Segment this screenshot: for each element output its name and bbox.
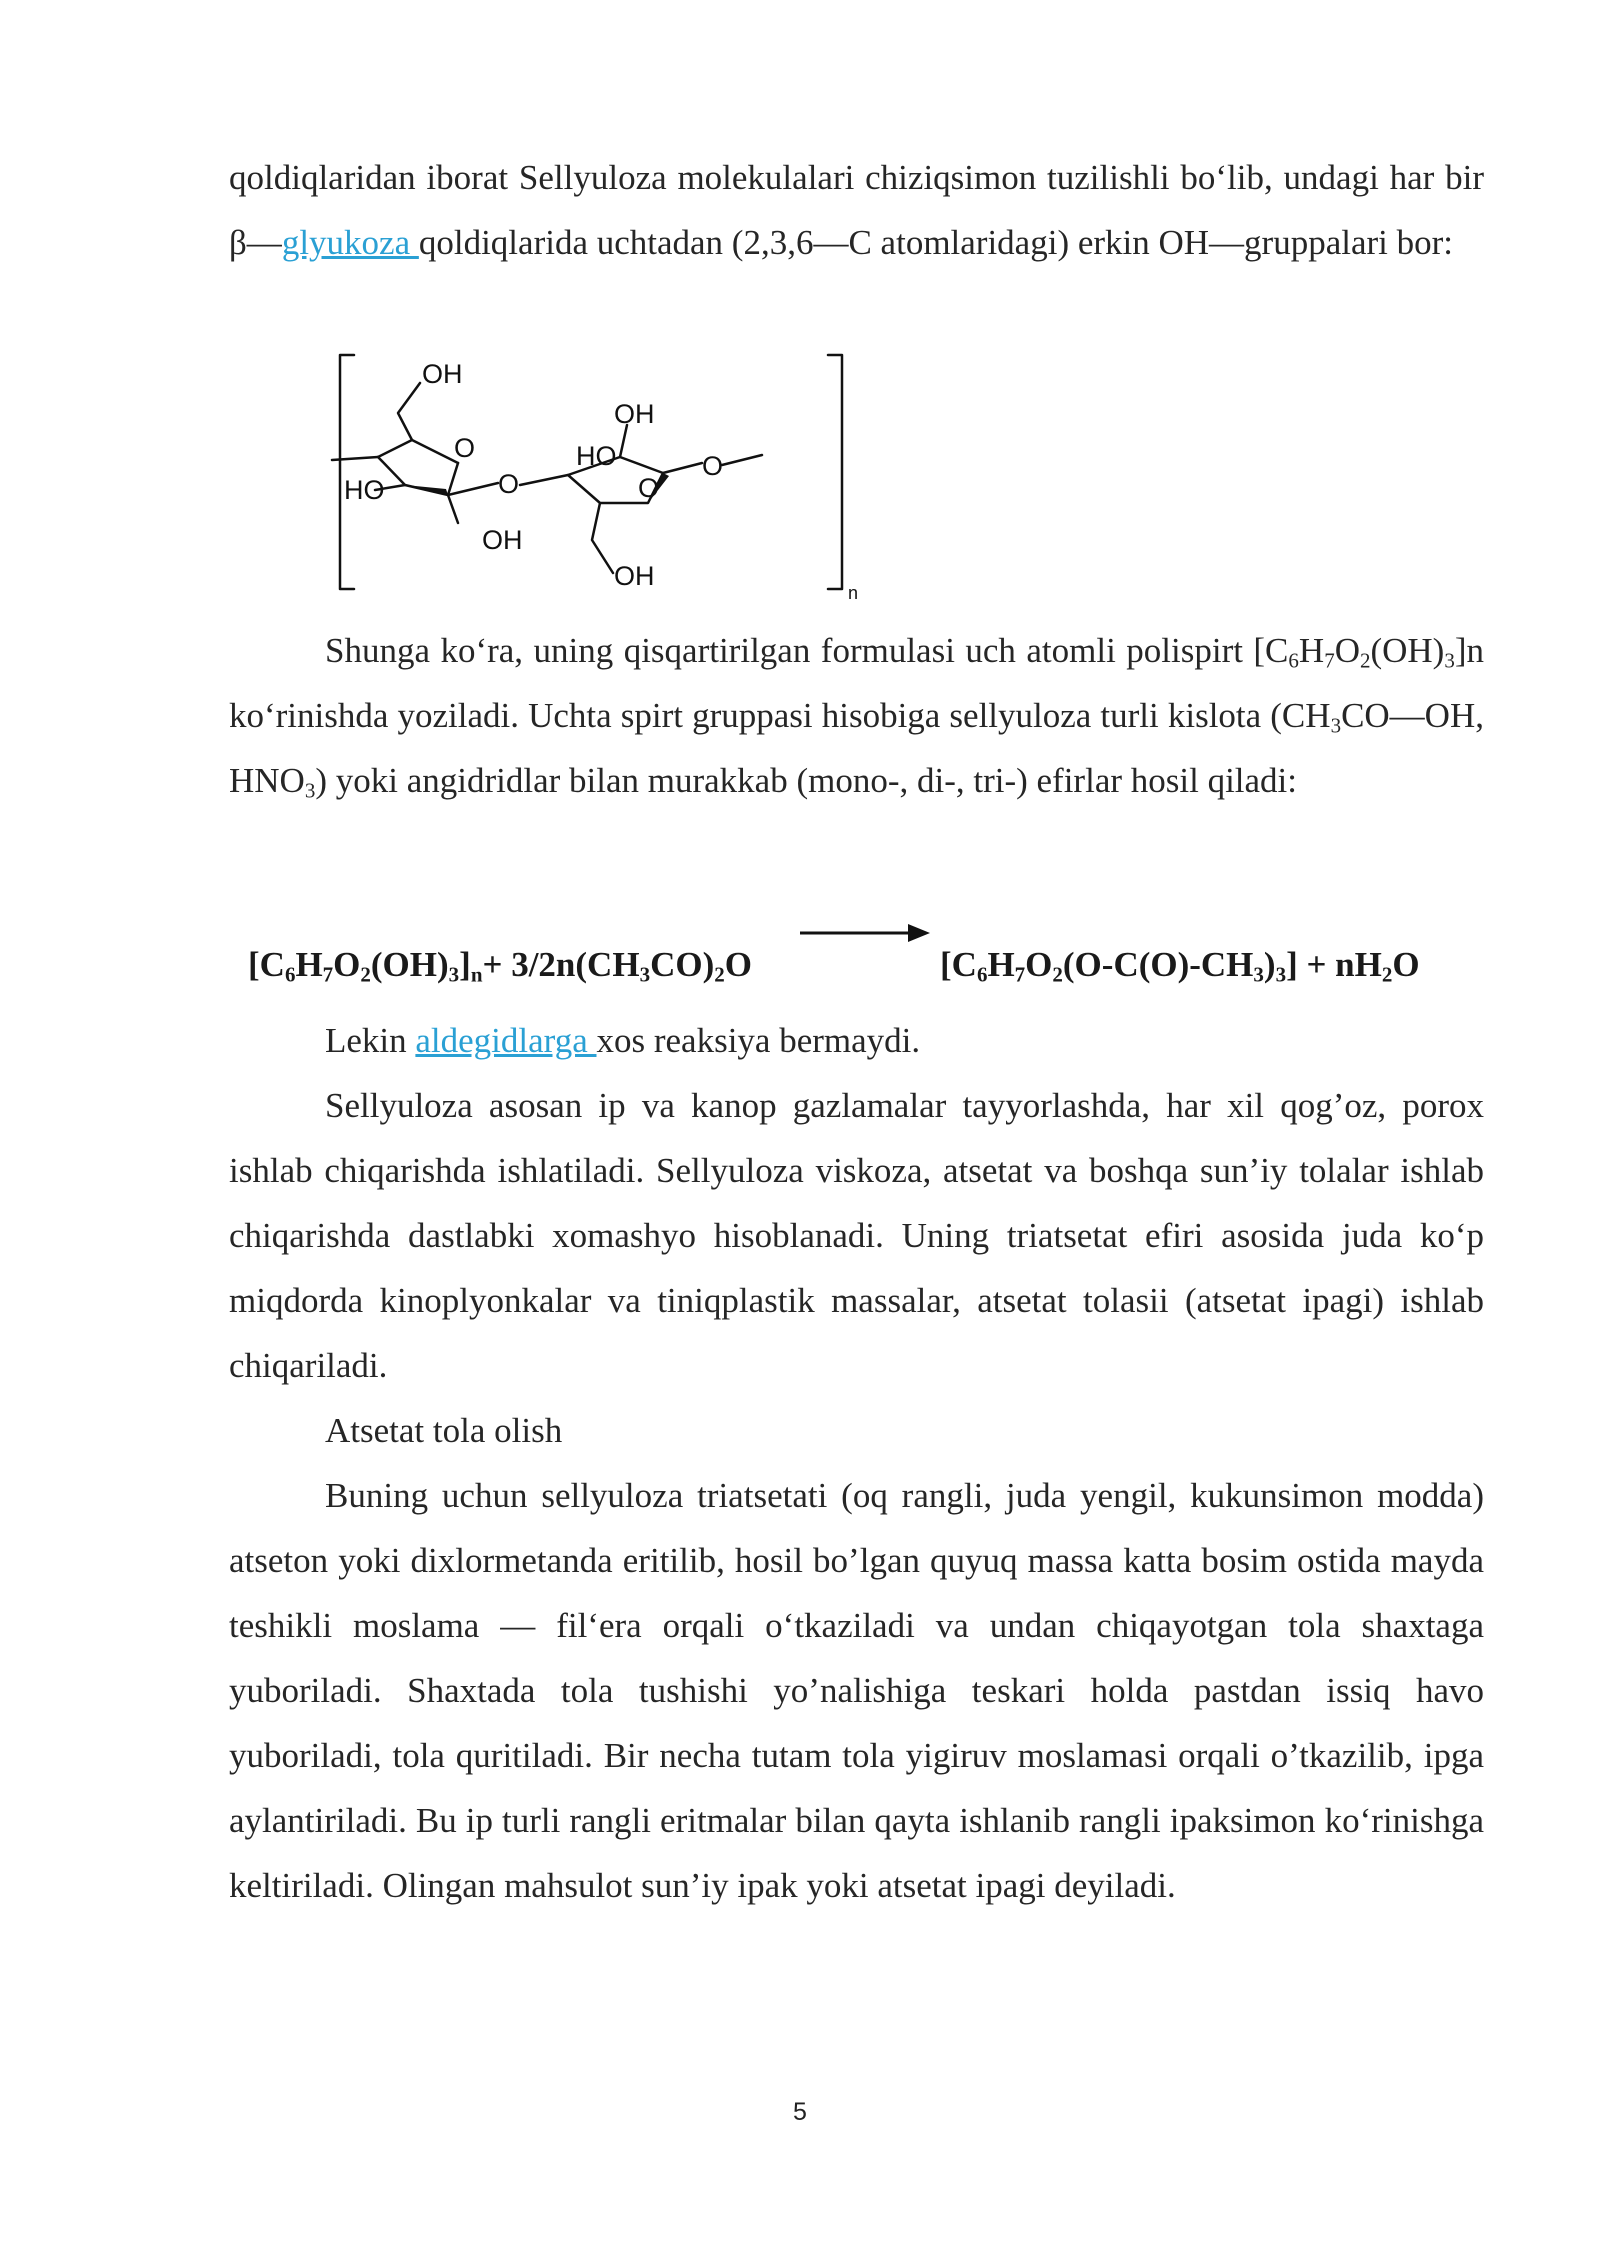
subscript: 3 bbox=[639, 962, 651, 987]
subscript: 3 bbox=[1275, 962, 1287, 987]
subscript: 7 bbox=[1014, 962, 1026, 987]
subscript: 7 bbox=[1324, 648, 1335, 673]
label-o-end: O bbox=[702, 451, 724, 481]
paragraph-intro-rest: qoldiqlarida uchtadan (2,3,6—C atomlaridagi) erkin OH—gruppalari bor: bbox=[418, 223, 1454, 262]
equation-reactants bbox=[248, 945, 752, 985]
label-o-ring-left: O bbox=[454, 433, 476, 463]
subscript: 6 bbox=[284, 962, 296, 987]
text: O bbox=[333, 945, 361, 984]
subscript: 2 bbox=[1052, 962, 1063, 987]
label-ho-right: HO bbox=[576, 441, 617, 471]
paragraph-process: Buning uchun sellyuloza triatsetati (oq rangli, juda yengil, kukunsimon modda) atseton yoki dixlormetanda eritilib, hosil bo’lgan quyuq massa katta bosim ostida mayda teshikli moslama — fil‘era orqali o‘tkaziladi va undan chiqayotgan tola shaxtaga yuboriladi. Shaxtada tola tushishi yo’nalishiga teskari holda pastdan issiq havo yuboriladi, tola quritiladi. Bir necha tutam tola yigiruv moslamasi orqali o’tkazilib, ipga aylantiriladi. Bu ip turli rangli eritmalar bilan qayta ishlanib rangli ipaksimon ko‘rinishga keltiriladi. Olingan mahsulot sun’iy ipak yoki atsetat ipagi deyiladi. bbox=[229, 1476, 1484, 1905]
text: H bbox=[295, 945, 323, 984]
subscript: 2 bbox=[1359, 648, 1371, 673]
subscript: 3 bbox=[1253, 962, 1264, 987]
text: Lekin bbox=[325, 1021, 416, 1060]
label-ho-left: HO bbox=[344, 475, 385, 505]
reaction-arrow-icon bbox=[798, 918, 933, 948]
text: Shunga ko‘ra, uning qisqartirilgan formulasi uch atomli polispirt [C bbox=[325, 631, 1289, 670]
subscript: 3 bbox=[1330, 713, 1342, 738]
text: O bbox=[1334, 631, 1360, 670]
text: ] + nH bbox=[1286, 945, 1382, 984]
subscript: 3 bbox=[448, 962, 460, 987]
text: (OH) bbox=[370, 945, 449, 984]
aldegidlarga-link[interactable]: aldegidlarga bbox=[415, 1021, 597, 1060]
subscript: 3 bbox=[1444, 648, 1455, 673]
glyukoza-link[interactable]: glyukoza bbox=[281, 223, 419, 262]
paragraph-aldehyde bbox=[229, 1008, 1484, 1073]
text: xos reaksiya bermaydi. bbox=[596, 1021, 921, 1060]
text: [C bbox=[940, 945, 977, 984]
paragraph-formula bbox=[229, 618, 1484, 813]
page-number: 5 bbox=[793, 2098, 807, 2126]
text: H bbox=[1298, 631, 1325, 670]
subscript: 2 bbox=[1381, 962, 1393, 987]
left-bracket bbox=[340, 355, 354, 589]
text: [C bbox=[248, 945, 285, 984]
cellulose-structure-diagram bbox=[330, 345, 890, 605]
text: (OH) bbox=[1370, 631, 1445, 670]
equation-products bbox=[940, 945, 1420, 985]
subscript: 2 bbox=[714, 962, 725, 987]
text: H bbox=[987, 945, 1015, 984]
paragraph-intro-text: qoldiqlaridan iborat Sellyuloza molekulalari chiziqsimon tuzilishli bo‘lib, undagi har bir β— bbox=[229, 158, 1484, 262]
text: CO—OH, HNO bbox=[229, 696, 1484, 800]
paragraph-uses: Sellyuloza asosan ip va kanop gazlamalar tayyorlashda, har xil qog’oz, porox ishlab chiqarishda ishlatiladi. Sellyuloza viskoza, atsetat va boshqa sun’iy tolalar ishlab chiqarishda dastlabki xomashyo hisoblanadi. Uning triatsetat efiri asosida juda ko‘p miqdorda kinoplyonkalar va tiniqplastik massalar, atsetat tolasii (atsetat ipagi) ishlab chiqariladi. bbox=[229, 1086, 1484, 1385]
text: ]n ko‘rinishda yoziladi. Uchta spirt gruppasi hisobiga sellyuloza turli kislota (CH bbox=[229, 631, 1484, 735]
text: O bbox=[1392, 945, 1420, 984]
text: O bbox=[1025, 945, 1053, 984]
paragraph-intro bbox=[229, 145, 1484, 275]
label-oh-bottom-left: OH bbox=[482, 525, 523, 555]
reaction-equation bbox=[248, 945, 1488, 1005]
subscript: 6 bbox=[976, 962, 988, 987]
label-subscript-n: n bbox=[848, 583, 859, 603]
subscript: n bbox=[470, 962, 483, 987]
label-o-ring-right: O bbox=[638, 473, 660, 503]
label-oh-top-left: OH bbox=[422, 359, 463, 389]
subscript: 2 bbox=[360, 962, 371, 987]
subscript: 6 bbox=[1288, 648, 1299, 673]
text: O bbox=[724, 945, 752, 984]
label-o-bridge: O bbox=[498, 469, 520, 499]
text: ] bbox=[459, 945, 471, 984]
subscript: 3 bbox=[304, 778, 316, 803]
text: CO) bbox=[650, 945, 715, 984]
label-oh-top-right: OH bbox=[614, 399, 655, 429]
text: (O-C(O)-CH bbox=[1062, 945, 1254, 984]
section-heading: Atsetat tola olish bbox=[325, 1411, 563, 1450]
right-bracket bbox=[828, 355, 842, 589]
text: ) bbox=[1263, 945, 1276, 984]
label-oh-bottom-right: OH bbox=[614, 561, 655, 591]
subscript: 7 bbox=[322, 962, 334, 987]
text: + 3/2n(CH bbox=[482, 945, 640, 984]
text: ) yoki angidridlar bilan murakkab (mono-, di-, tri-) efirlar hosil qiladi: bbox=[315, 761, 1298, 800]
